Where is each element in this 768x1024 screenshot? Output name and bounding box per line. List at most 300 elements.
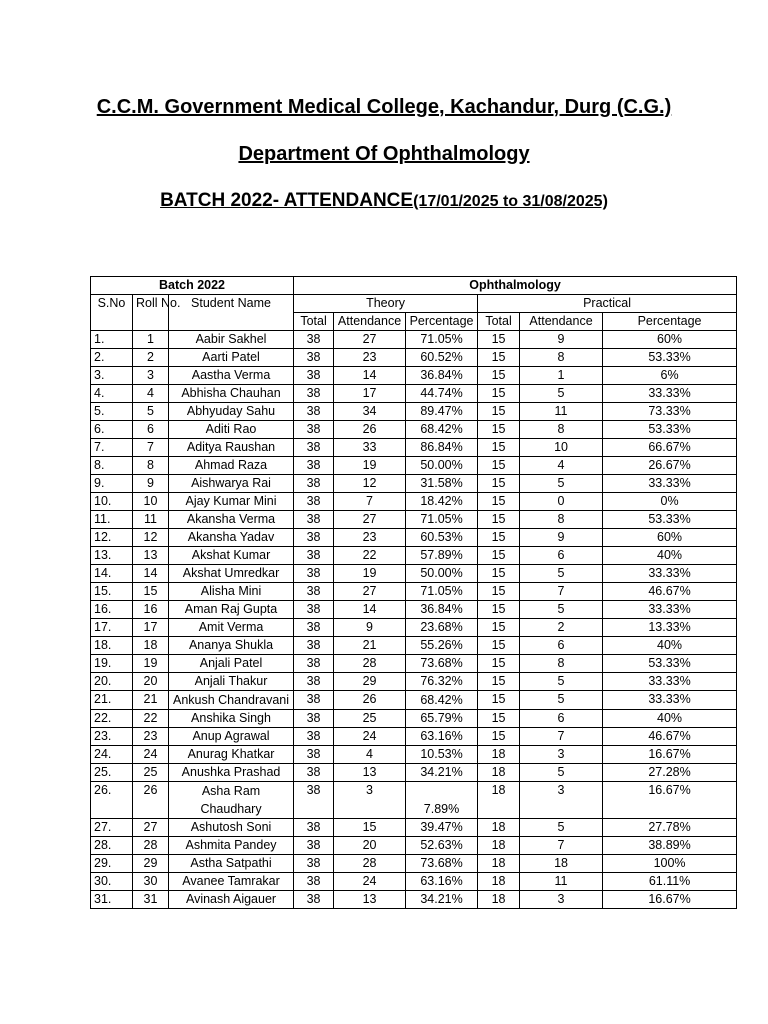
theory-percentage-cell: 39.47% (406, 819, 478, 837)
table-row (91, 710, 737, 728)
sno-cell: 9. (91, 475, 133, 493)
practical-total-cell: 15 (478, 601, 520, 619)
practical-total-cell: 15 (478, 439, 520, 457)
practical-total-cell: 15 (478, 385, 520, 403)
theory-percentage-cell: 10.53% (406, 746, 478, 764)
theory-total-cell: 38 (294, 837, 334, 855)
table-row (91, 619, 737, 637)
theory-percentage-cell: 36.84% (406, 601, 478, 619)
theory-percentage-cell: 71.05% (406, 331, 478, 349)
table-row (91, 529, 737, 547)
theory-percentage-cell: 50.00% (406, 457, 478, 475)
practical-percentage-cell: 66.67% (603, 439, 737, 457)
batch-label: Batch 2022 (91, 277, 294, 295)
roll-no-cell: 16 (133, 601, 169, 619)
practical-percentage-cell: 33.33% (603, 475, 737, 493)
student-name-cell: Ashmita Pandey (169, 837, 294, 855)
practical-total-cell: 15 (478, 331, 520, 349)
practical-total-cell: 15 (478, 367, 520, 385)
roll-no-cell: 6 (133, 421, 169, 439)
practical-percentage-cell: 16.67% (603, 746, 737, 764)
student-name-cell: Anshika Singh (169, 710, 294, 728)
student-name-cell: Aastha Verma (169, 367, 294, 385)
roll-no-cell: 5 (133, 403, 169, 421)
student-name-cell: Aditya Raushan (169, 439, 294, 457)
practical-percentage-cell: 33.33% (603, 673, 737, 691)
practical-attendance-cell: 3 (520, 746, 603, 764)
theory-percentage-cell: 52.63% (406, 837, 478, 855)
theory-attendance-cell: 27 (334, 583, 406, 601)
subject-label: Ophthalmology (294, 277, 737, 295)
practical-percentage-cell: 40% (603, 547, 737, 565)
practical-attendance-cell: 3 (520, 891, 603, 909)
practical-total-cell: 15 (478, 493, 520, 511)
theory-attendance-cell: 21 (334, 637, 406, 655)
theory-attendance-cell: 27 (334, 331, 406, 349)
theory-attendance-cell: 26 (334, 421, 406, 439)
student-name-cell: Akansha Verma (169, 511, 294, 529)
practical-percentage-cell: 38.89% (603, 837, 737, 855)
theory-total-cell: 38 (294, 583, 334, 601)
theory-percentage-cell: 63.16% (406, 728, 478, 746)
practical-attendance-cell: 4 (520, 457, 603, 475)
theory-attendance-cell: 33 (334, 439, 406, 457)
theory-total-cell: 38 (294, 547, 334, 565)
table-row (91, 855, 737, 873)
practical-total-cell: 18 (478, 873, 520, 891)
roll-no-cell: 4 (133, 385, 169, 403)
sno-cell: 10. (91, 493, 133, 511)
table-row (91, 655, 737, 673)
theory-total-cell: 38 (294, 891, 334, 909)
roll-no-cell: 27 (133, 819, 169, 837)
practical-percentage-cell: 16.67% (603, 891, 737, 909)
roll-no-cell: 17 (133, 619, 169, 637)
practical-attendance-cell: 7 (520, 728, 603, 746)
theory-percentage-cell: 86.84% (406, 439, 478, 457)
practical-total-cell: 15 (478, 637, 520, 655)
practical-attendance-cell: 5 (520, 565, 603, 583)
practical-attendance-cell: 11 (520, 403, 603, 421)
student-name-cell: Anjali Patel (169, 655, 294, 673)
practical-total-cell: 15 (478, 583, 520, 601)
student-name-cell: Anurag Khatkar (169, 746, 294, 764)
practical-total-cell: 15 (478, 457, 520, 475)
theory-percentage-cell: 60.52% (406, 349, 478, 367)
practical-percentage-cell: 53.33% (603, 511, 737, 529)
theory-total-cell: 38 (294, 403, 334, 421)
practical-percentage-cell: 40% (603, 637, 737, 655)
practical-total-cell: 15 (478, 511, 520, 529)
roll-no-cell: 24 (133, 746, 169, 764)
table-row (91, 891, 737, 909)
table-row (91, 764, 737, 782)
practical-percentage-cell: 33.33% (603, 565, 737, 583)
practical-total-cell: 15 (478, 655, 520, 673)
practical-attendance-cell: 5 (520, 475, 603, 493)
roll-no-cell: 3 (133, 367, 169, 385)
theory-total-cell: 38 (294, 439, 334, 457)
theory-total-cell: 38 (294, 349, 334, 367)
table-row (91, 819, 737, 837)
roll-no-cell: 30 (133, 873, 169, 891)
sno-cell: 30. (91, 873, 133, 891)
theory-total-cell: 38 (294, 601, 334, 619)
practical-percentage-cell: 16.67% (603, 782, 737, 819)
practical-total-cell: 15 (478, 529, 520, 547)
header-row-1 (91, 277, 737, 295)
roll-no-cell: 13 (133, 547, 169, 565)
theory-percentage-cell: 76.32% (406, 673, 478, 691)
col-name-header: Student Name (169, 295, 294, 331)
student-name-cell: Aabir Sakhel (169, 331, 294, 349)
theory-attendance-cell: 3 (334, 782, 406, 819)
practical-attendance-cell: 5 (520, 385, 603, 403)
roll-no-cell: 19 (133, 655, 169, 673)
sno-cell: 26. (91, 782, 133, 819)
header-row-2 (91, 295, 737, 313)
theory-attendance-cell: 23 (334, 349, 406, 367)
theory-attendance-cell: 24 (334, 873, 406, 891)
theory-attendance-cell: 19 (334, 565, 406, 583)
theory-attendance-cell: 19 (334, 457, 406, 475)
theory-percentage-cell: 73.68% (406, 655, 478, 673)
theory-total-cell: 38 (294, 728, 334, 746)
theory-total-cell: 38 (294, 529, 334, 547)
table-row (91, 511, 737, 529)
roll-no-cell: 7 (133, 439, 169, 457)
sno-cell: 23. (91, 728, 133, 746)
theory-total-cell: 38 (294, 421, 334, 439)
student-name-cell: Ashutosh Soni (169, 819, 294, 837)
sno-cell: 5. (91, 403, 133, 421)
table-row (91, 475, 737, 493)
theory-total-cell: 38 (294, 655, 334, 673)
table-row (91, 367, 737, 385)
practical-total-cell: 15 (478, 421, 520, 439)
theory-total-cell: 38 (294, 873, 334, 891)
theory-percentage-cell: 34.21% (406, 891, 478, 909)
theory-attendance-cell: 27 (334, 511, 406, 529)
theory-percentage-header: Percentage (406, 313, 478, 331)
theory-attendance-cell: 4 (334, 746, 406, 764)
practical-total-cell: 15 (478, 673, 520, 691)
roll-no-cell: 22 (133, 710, 169, 728)
practical-attendance-cell: 5 (520, 673, 603, 691)
sno-cell: 8. (91, 457, 133, 475)
practical-attendance-cell: 1 (520, 367, 603, 385)
theory-percentage-cell: 50.00% (406, 565, 478, 583)
practical-percentage-header: Percentage (603, 313, 737, 331)
theory-attendance-cell: 7 (334, 493, 406, 511)
table-row (91, 782, 737, 819)
table-row (91, 837, 737, 855)
student-name-cell: Avanee Tamrakar (169, 873, 294, 891)
practical-percentage-cell: 33.33% (603, 601, 737, 619)
theory-total-cell: 38 (294, 619, 334, 637)
theory-attendance-cell: 13 (334, 764, 406, 782)
theory-percentage-cell: 34.21% (406, 764, 478, 782)
practical-percentage-cell: 40% (603, 710, 737, 728)
roll-no-cell: 26 (133, 782, 169, 819)
theory-attendance-cell: 22 (334, 547, 406, 565)
practical-attendance-cell: 7 (520, 583, 603, 601)
roll-no-cell: 25 (133, 764, 169, 782)
practical-total-cell: 15 (478, 619, 520, 637)
table-row (91, 493, 737, 511)
sno-cell: 19. (91, 655, 133, 673)
student-name-cell: Anushka Prashad (169, 764, 294, 782)
practical-percentage-cell: 27.28% (603, 764, 737, 782)
theory-attendance-cell: 20 (334, 837, 406, 855)
practical-total-cell: 15 (478, 403, 520, 421)
practical-header: Practical (478, 295, 737, 313)
practical-percentage-cell: 60% (603, 331, 737, 349)
practical-total-cell: 18 (478, 891, 520, 909)
theory-total-cell: 38 (294, 511, 334, 529)
table-row (91, 439, 737, 457)
sno-cell: 24. (91, 746, 133, 764)
practical-total-cell: 18 (478, 746, 520, 764)
table-row (91, 637, 737, 655)
practical-attendance-cell: 8 (520, 421, 603, 439)
theory-percentage-cell: 55.26% (406, 637, 478, 655)
roll-no-cell: 20 (133, 673, 169, 691)
sno-cell: 22. (91, 710, 133, 728)
theory-attendance-cell: 25 (334, 710, 406, 728)
theory-total-cell: 38 (294, 385, 334, 403)
theory-total-cell: 38 (294, 331, 334, 349)
student-name-cell: Abhyuday Sahu (169, 403, 294, 421)
student-name-cell: Abhisha Chauhan (169, 385, 294, 403)
table-row (91, 728, 737, 746)
col-roll-header: Roll No. (133, 295, 169, 331)
sno-cell: 1. (91, 331, 133, 349)
practical-percentage-cell: 33.33% (603, 385, 737, 403)
practical-total-cell: 18 (478, 819, 520, 837)
student-name-cell: Amit Verma (169, 619, 294, 637)
student-name-cell: Anup Agrawal (169, 728, 294, 746)
sno-cell: 17. (91, 619, 133, 637)
practical-total-cell: 15 (478, 547, 520, 565)
sno-cell: 2. (91, 349, 133, 367)
practical-attendance-cell: 11 (520, 873, 603, 891)
student-name-cell: Avinash Aigauer (169, 891, 294, 909)
practical-total-cell: 15 (478, 349, 520, 367)
theory-percentage-cell: 65.79% (406, 710, 478, 728)
theory-total-header: Total (294, 313, 334, 331)
roll-no-cell: 21 (133, 691, 169, 710)
attendance-table (90, 276, 737, 909)
theory-attendance-cell: 17 (334, 385, 406, 403)
roll-no-cell: 10 (133, 493, 169, 511)
practical-attendance-cell: 8 (520, 511, 603, 529)
theory-attendance-cell: 23 (334, 529, 406, 547)
sno-cell: 20. (91, 673, 133, 691)
practical-attendance-cell: 8 (520, 349, 603, 367)
student-name-cell: Akshat Umredkar (169, 565, 294, 583)
sno-cell: 14. (91, 565, 133, 583)
theory-total-cell: 38 (294, 710, 334, 728)
date-range: (17/01/2025 to 31/08/2025) (413, 193, 608, 210)
practical-total-cell: 15 (478, 710, 520, 728)
student-name-cell: Aditi Rao (169, 421, 294, 439)
roll-no-cell: 8 (133, 457, 169, 475)
theory-attendance-cell: 28 (334, 655, 406, 673)
theory-total-cell: 38 (294, 457, 334, 475)
student-name-cell: Ahmad Raza (169, 457, 294, 475)
theory-percentage-cell: 60.53% (406, 529, 478, 547)
practical-attendance-cell: 5 (520, 601, 603, 619)
theory-percentage-cell: 63.16% (406, 873, 478, 891)
theory-percentage-cell: 36.84% (406, 367, 478, 385)
theory-total-cell: 38 (294, 565, 334, 583)
theory-percentage-cell: 7.89% (406, 782, 478, 819)
sno-cell: 15. (91, 583, 133, 601)
practical-attendance-cell: 8 (520, 655, 603, 673)
roll-no-cell: 29 (133, 855, 169, 873)
student-name-cell: Akansha Yadav (169, 529, 294, 547)
roll-no-cell: 12 (133, 529, 169, 547)
practical-attendance-header: Attendance (520, 313, 603, 331)
practical-attendance-cell: 6 (520, 637, 603, 655)
theory-attendance-cell: 29 (334, 673, 406, 691)
sno-cell: 28. (91, 837, 133, 855)
student-name-cell: Aarti Patel (169, 349, 294, 367)
practical-percentage-cell: 33.33% (603, 691, 737, 710)
student-name-cell: Akshat Kumar (169, 547, 294, 565)
table-row (91, 349, 737, 367)
practical-attendance-cell: 10 (520, 439, 603, 457)
practical-total-cell: 18 (478, 764, 520, 782)
theory-percentage-cell: 18.42% (406, 493, 478, 511)
department-title: Department Of Ophthalmology (238, 143, 530, 165)
practical-total-cell: 18 (478, 855, 520, 873)
practical-attendance-cell: 18 (520, 855, 603, 873)
practical-attendance-cell: 6 (520, 710, 603, 728)
roll-no-cell: 9 (133, 475, 169, 493)
table-row (91, 746, 737, 764)
sno-cell: 25. (91, 764, 133, 782)
student-name-cell: Ajay Kumar Mini (169, 493, 294, 511)
student-name-cell: Aishwarya Rai (169, 475, 294, 493)
theory-attendance-cell: 14 (334, 601, 406, 619)
theory-attendance-cell: 14 (334, 367, 406, 385)
college-title: C.C.M. Government Medical College, Kachandur, Durg (C.G.) (96, 96, 672, 118)
practical-percentage-cell: 100% (603, 855, 737, 873)
theory-attendance-cell: 9 (334, 619, 406, 637)
practical-attendance-cell: 5 (520, 819, 603, 837)
roll-no-cell: 2 (133, 349, 169, 367)
sno-cell: 12. (91, 529, 133, 547)
table-row (91, 421, 737, 439)
theory-total-cell: 38 (294, 493, 334, 511)
theory-total-cell: 38 (294, 637, 334, 655)
table-row (91, 691, 737, 710)
table-row (91, 547, 737, 565)
roll-no-cell: 31 (133, 891, 169, 909)
student-name-cell: Ankush Chandravani (169, 691, 294, 710)
theory-attendance-cell: 24 (334, 728, 406, 746)
sno-cell: 7. (91, 439, 133, 457)
theory-percentage-cell: 31.58% (406, 475, 478, 493)
practical-attendance-cell: 5 (520, 691, 603, 710)
sno-cell: 21. (91, 691, 133, 710)
theory-header: Theory (294, 295, 478, 313)
student-name-cell: Astha Satpathi (169, 855, 294, 873)
practical-attendance-cell: 2 (520, 619, 603, 637)
sno-cell: 31. (91, 891, 133, 909)
table-row (91, 385, 737, 403)
practical-percentage-cell: 73.33% (603, 403, 737, 421)
theory-total-cell: 38 (294, 746, 334, 764)
practical-total-cell: 15 (478, 728, 520, 746)
theory-attendance-cell: 12 (334, 475, 406, 493)
roll-no-cell: 15 (133, 583, 169, 601)
theory-total-cell: 38 (294, 819, 334, 837)
theory-total-cell: 38 (294, 782, 334, 819)
theory-percentage-cell: 71.05% (406, 583, 478, 601)
theory-total-cell: 38 (294, 475, 334, 493)
practical-attendance-cell: 6 (520, 547, 603, 565)
sno-cell: 6. (91, 421, 133, 439)
sno-cell: 4. (91, 385, 133, 403)
theory-total-cell: 38 (294, 764, 334, 782)
roll-no-cell: 18 (133, 637, 169, 655)
student-name-cell: Anjali Thakur (169, 673, 294, 691)
sno-cell: 27. (91, 819, 133, 837)
practical-percentage-cell: 6% (603, 367, 737, 385)
practical-percentage-cell: 53.33% (603, 655, 737, 673)
theory-attendance-cell: 15 (334, 819, 406, 837)
practical-attendance-cell: 7 (520, 837, 603, 855)
theory-total-cell: 38 (294, 367, 334, 385)
practical-total-header: Total (478, 313, 520, 331)
theory-percentage-cell: 68.42% (406, 691, 478, 710)
practical-total-cell: 15 (478, 691, 520, 710)
practical-total-cell: 15 (478, 565, 520, 583)
table-row (91, 873, 737, 891)
roll-no-cell: 11 (133, 511, 169, 529)
roll-no-cell: 28 (133, 837, 169, 855)
sno-cell: 11. (91, 511, 133, 529)
practical-percentage-cell: 0% (603, 493, 737, 511)
roll-no-cell: 23 (133, 728, 169, 746)
batch-title: BATCH 2022- ATTENDANCE (160, 190, 414, 211)
col-sno-header: S.No (91, 295, 133, 331)
theory-attendance-header: Attendance (334, 313, 406, 331)
practical-total-cell: 15 (478, 475, 520, 493)
theory-attendance-cell: 26 (334, 691, 406, 710)
table-row (91, 673, 737, 691)
student-name-cell: Aman Raj Gupta (169, 601, 294, 619)
practical-attendance-cell: 3 (520, 782, 603, 819)
practical-percentage-cell: 60% (603, 529, 737, 547)
theory-percentage-cell: 23.68% (406, 619, 478, 637)
practical-total-cell: 18 (478, 782, 520, 819)
practical-attendance-cell: 9 (520, 331, 603, 349)
roll-no-cell: 14 (133, 565, 169, 583)
roll-no-cell: 1 (133, 331, 169, 349)
sno-cell: 29. (91, 855, 133, 873)
table-row (91, 331, 737, 349)
practical-percentage-cell: 53.33% (603, 421, 737, 439)
practical-percentage-cell: 46.67% (603, 583, 737, 601)
table-row (91, 601, 737, 619)
table-row (91, 583, 737, 601)
theory-total-cell: 38 (294, 673, 334, 691)
theory-attendance-cell: 13 (334, 891, 406, 909)
